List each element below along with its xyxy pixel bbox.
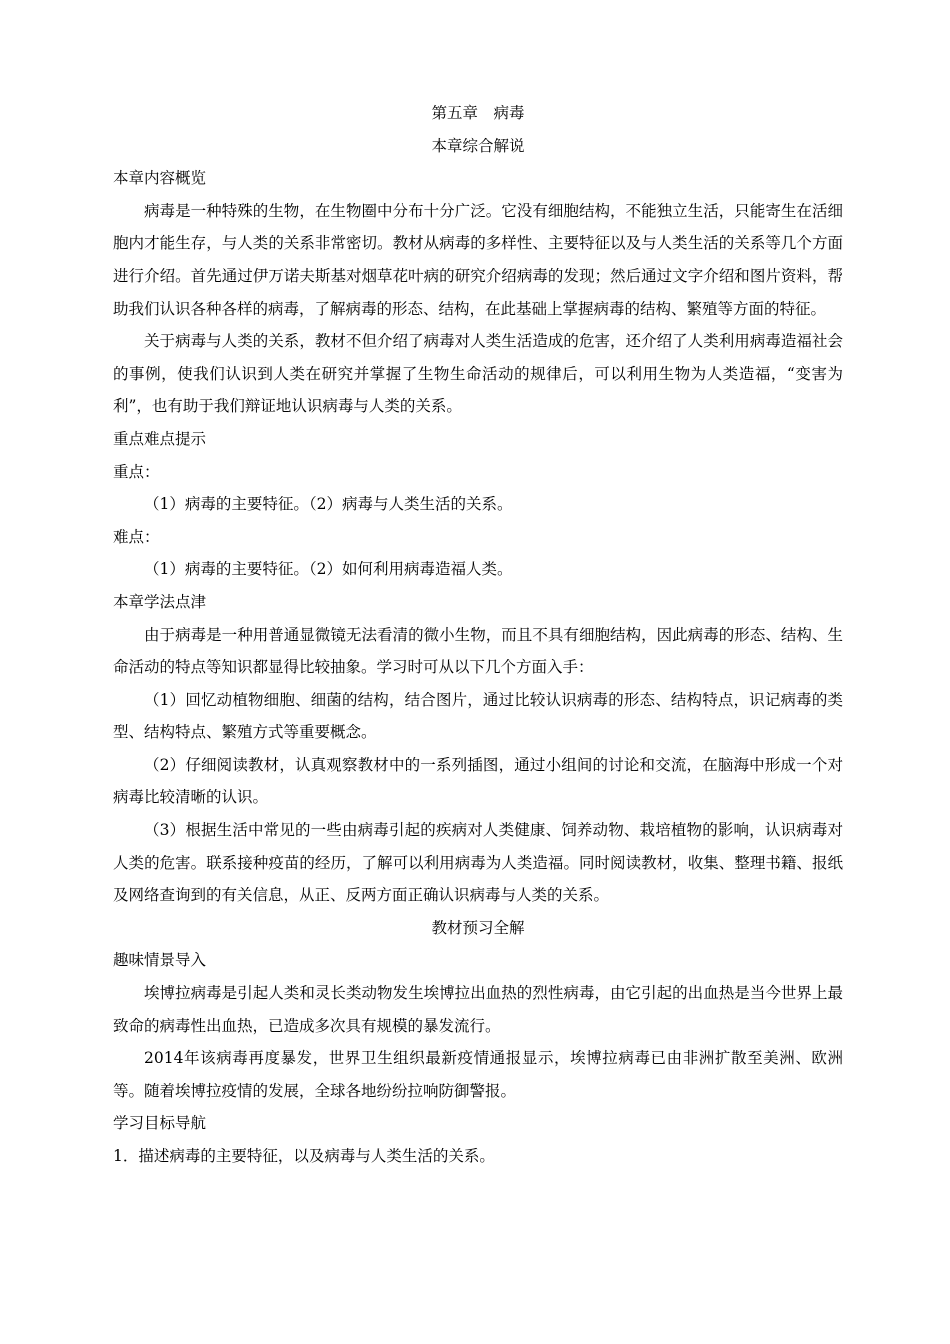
section-title-overview: 本章综合解说 [431, 136, 525, 155]
chapter-title: 第五章 病毒 [431, 104, 525, 122]
goals-heading: 学习目标导航 [113, 1114, 207, 1133]
study-methods-item-2: （2）仔细阅读教材，认真观察教材中的一系列插图，通过小组间的讨论和交流，在脑海中形成一个对病毒比较清晰的认识。 [113, 755, 843, 807]
difficulty-text: （1）病毒的主要特征。（2）如何利用病毒造福人类。 [144, 560, 513, 579]
focus-text: （1）病毒的主要特征。（2）病毒与人类生活的关系。 [144, 495, 513, 514]
goals-item-1: 1．描述病毒的主要特征，以及病毒与人类生活的关系。 [113, 1147, 495, 1165]
overview-paragraph-1: 病毒是一种特殊的生物，在生物圈中分布十分广泛。它没有细胞结构，不能独立生活，只能寄生在活细胞内才能生存，与人类的关系非常密切。教材从病毒的多样性、主要特征以及与人类生活的关系等几个方面进行介绍。首先通过伊万诺夫斯基对烟草花叶病的研究介绍病毒的发现；然后通过文字介绍和图片资料，帮助我们认识各种各样的病毒，了解病毒的形态、结构，在此基础上掌握病毒的结构、繁殖等方面的特征。 [113, 201, 843, 318]
overview-heading: 本章内容概览 [113, 169, 207, 188]
overview-paragraph-2: 关于病毒与人类的关系，教材不但介绍了病毒对人类生活造成的危害，还介绍了人类利用病毒造福社会的事例，使我们认识到人类在研究并掌握了生物生命活动的规律后，可以利用生物为人类造福，“变害为利”，也有助于我们辩证地认识病毒与人类的关系。 [113, 332, 843, 416]
study-methods-intro: 由于病毒是一种用普通显微镜无法看清的微小生物，而且不具有细胞结构，因此病毒的形态、结构、生命活动的特点等知识都显得比较抽象。学习时可从以下几个方面入手： [113, 625, 843, 677]
key-points-heading: 重点难点提示 [113, 429, 207, 448]
intro-scene-paragraph-2: 2014年该病毒再度暴发，世界卫生组织最新疫情通报显示，埃博拉病毒已由非洲扩散至美洲、欧洲等。随着埃博拉疫情的发展，全球各地纷纷拉响防御警报。 [113, 1049, 843, 1100]
study-methods-item-3: （3）根据生活中常见的一些由病毒引起的疾病对人类健康、饲养动物、栽培植物的影响，认识病毒对人类的危害。联系接种疫苗的经历，了解可以利用病毒为人类造福。同时阅读教材，收集、整理书籍、报纸及网络查询到的有关信息，从正、反两方面正确认识病毒与人类的关系。 [113, 821, 843, 905]
intro-scene-paragraph-1: 埃博拉病毒是引起人类和灵长类动物发生埃博拉出血热的烈性病毒，由它引起的出血热是当今世界上最致命的病毒性出血热，已造成多次具有规模的暴发流行。 [113, 984, 843, 1035]
document-page [113, 97, 843, 1173]
study-methods-heading: 本章学法点津 [113, 592, 207, 611]
section-title-preview: 教材预习全解 [431, 918, 525, 937]
study-methods-item-1: （1）回忆动植物细胞、细菌的结构，结合图片，通过比较认识病毒的形态、结构特点，识记病毒的类型、结构特点、繁殖方式等重要概念。 [113, 690, 843, 742]
difficulty-label: 难点： [113, 527, 160, 546]
intro-scene-heading: 趣味情景导入 [113, 951, 207, 970]
focus-label: 重点： [113, 462, 160, 481]
